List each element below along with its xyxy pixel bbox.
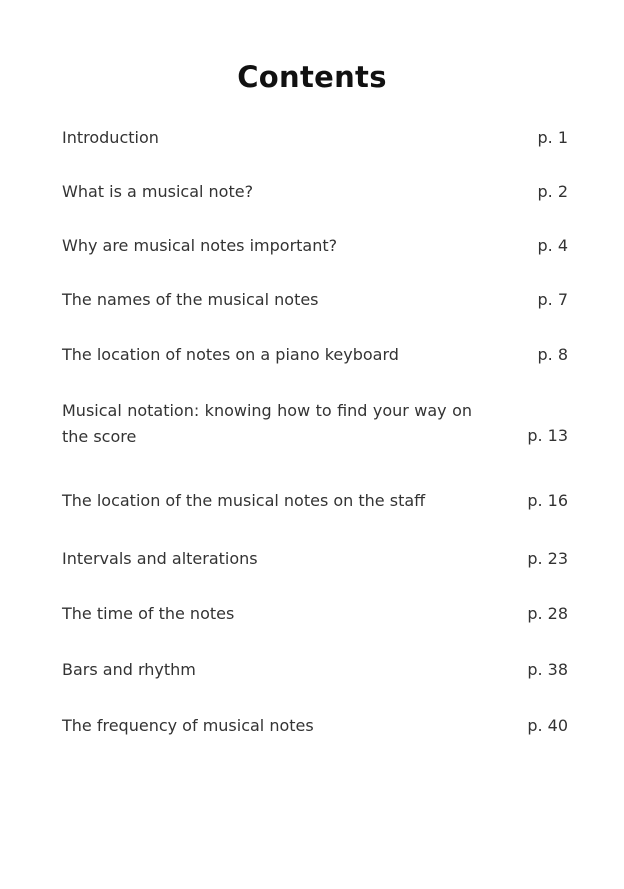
toc-entry-page: p. 28	[527, 604, 568, 623]
toc-entry[interactable]	[62, 342, 568, 372]
toc-entry-title: Musical notation: knowing how to find your way on the score	[62, 401, 472, 446]
toc-entry-title: What is a musical note?	[62, 182, 254, 201]
toc-entry[interactable]	[62, 398, 568, 454]
toc-entry-page: p. 23	[527, 549, 568, 568]
toc-entry-page: p. 4	[537, 236, 568, 255]
toc-entry-title: The location of the musical notes on the staff	[62, 491, 426, 510]
toc-entry[interactable]	[62, 125, 568, 155]
toc-entry-page: p. 13	[527, 426, 568, 445]
toc-entry-title: The names of the musical notes	[62, 290, 319, 309]
toc-entry-title: Intervals and alterations	[62, 549, 258, 568]
toc-entry[interactable]	[62, 713, 568, 743]
toc-entry[interactable]	[62, 233, 568, 263]
toc-entry-page: p. 7	[537, 290, 568, 309]
toc-entry-page: p. 16	[527, 491, 568, 510]
toc-entry-page: p. 8	[537, 345, 568, 364]
toc-entry[interactable]	[62, 657, 568, 687]
toc-entry-page: p. 40	[527, 716, 568, 735]
toc-entry-title: Bars and rhythm	[62, 660, 196, 679]
toc-entry-page: p. 1	[537, 128, 568, 147]
toc-entry[interactable]	[62, 601, 568, 631]
page-title: Contents	[237, 60, 387, 94]
toc-entry-page: p. 38	[527, 660, 568, 679]
toc-entry-title: The location of notes on a piano keyboard	[62, 345, 399, 364]
toc-entry-title: Introduction	[62, 128, 159, 147]
toc-entry-title: The time of the notes	[62, 604, 235, 623]
toc-entry-page: p. 2	[537, 182, 568, 201]
toc-entry[interactable]	[62, 488, 568, 518]
toc-entry[interactable]	[62, 179, 568, 209]
toc-entry[interactable]	[62, 287, 568, 317]
toc-entry-title: Why are musical notes important?	[62, 236, 338, 255]
toc-entry-title: The frequency of musical notes	[62, 716, 314, 735]
toc-entry[interactable]	[62, 546, 568, 576]
